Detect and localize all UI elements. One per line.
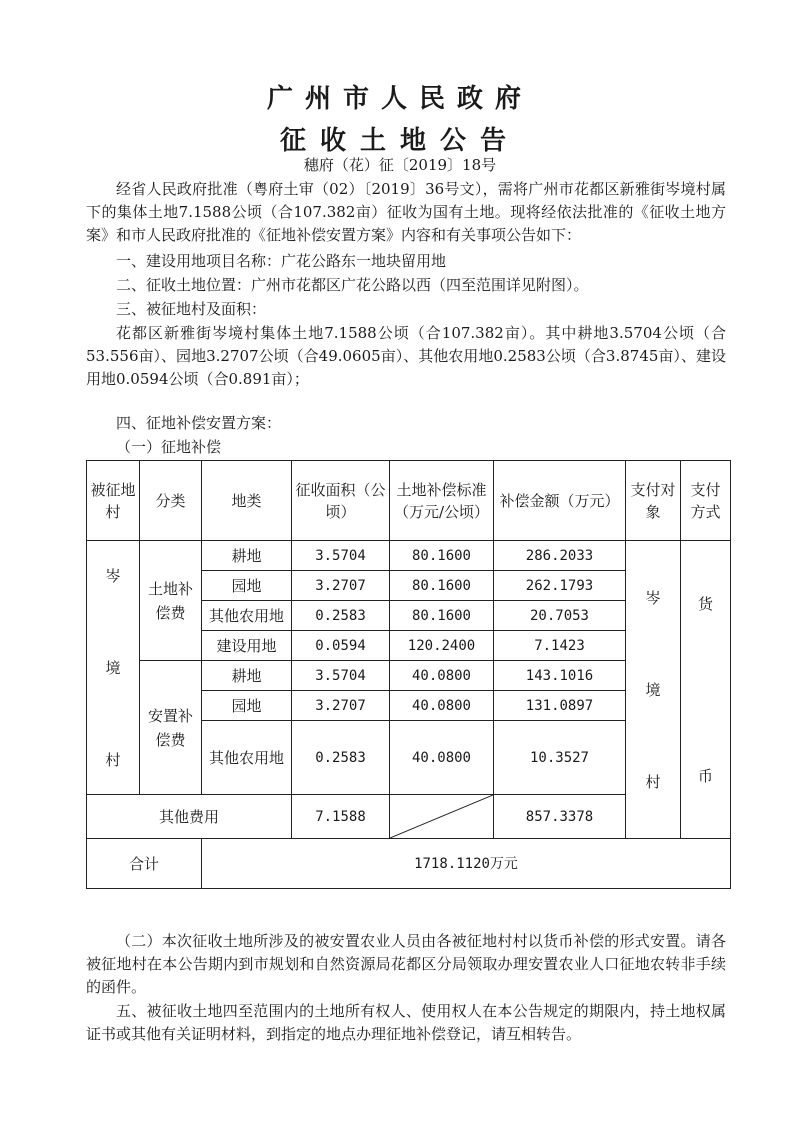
table-header-row — [87, 461, 731, 541]
standard-value: 40.0800 — [390, 691, 494, 721]
amount-value: 10.3527 — [494, 721, 626, 795]
header-area: 征收面积（公顷） — [292, 461, 390, 541]
header-target: 支付对象 — [626, 461, 681, 541]
amount-value: 131.0897 — [494, 691, 626, 721]
header-amount: 补偿金额（万元） — [494, 461, 626, 541]
standard-value: 80.1600 — [390, 601, 494, 631]
method-char: 币 — [697, 766, 713, 785]
area-value: 0.2583 — [292, 721, 390, 795]
land-type: 建设用地 — [202, 631, 292, 661]
header-standard: 土地补偿标准（万元/公顷） — [390, 461, 494, 541]
target-char: 村 — [645, 772, 661, 791]
header-village: 被征地村 — [87, 461, 140, 541]
other-fees-amount: 857.3378 — [494, 795, 626, 839]
area-value: 3.2707 — [292, 691, 390, 721]
diagonal-empty-cell — [390, 795, 494, 839]
amount-value: 7.1423 — [494, 631, 626, 661]
target-char: 岑 — [645, 588, 661, 607]
group-resettlement-compensation: 安置补偿费 — [140, 661, 202, 795]
land-type: 园地 — [202, 571, 292, 601]
land-type: 耕地 — [202, 541, 292, 571]
method-cell — [681, 541, 731, 839]
document-number: 穗府（花）征〔2019〕18号 — [303, 156, 497, 174]
header-method: 支付方式 — [681, 461, 731, 541]
area-value: 3.5704 — [292, 661, 390, 691]
issuer-title: 广州市人民政府 — [266, 84, 533, 114]
village-char: 境 — [105, 658, 121, 677]
area-value: 3.2707 — [292, 571, 390, 601]
group-land-compensation: 土地补偿费 — [140, 541, 202, 661]
target-char: 境 — [645, 680, 661, 699]
standard-value: 40.0800 — [390, 661, 494, 691]
area-value: 3.5704 — [292, 541, 390, 571]
amount-value: 262.1793 — [494, 571, 626, 601]
standard-value: 40.0800 — [390, 721, 494, 795]
item-village-area: 三、被征地村及面积： — [116, 300, 267, 318]
village-char: 岑 — [105, 566, 121, 585]
subsection-land-compensation: （一）征地补偿 — [116, 438, 222, 456]
table-row-total — [87, 839, 731, 889]
method-char: 货 — [697, 594, 713, 613]
area-value: 0.0594 — [292, 631, 390, 661]
header-land-type: 地类 — [202, 461, 292, 541]
table-row — [87, 541, 731, 571]
area-value: 0.2583 — [292, 601, 390, 631]
item-land-location: 二、征收土地位置：广州市花都区广花公路以西（四至范围详见附图）。 — [116, 276, 589, 294]
amount-value: 286.2033 — [494, 541, 626, 571]
land-type: 其他农用地 — [202, 721, 292, 795]
intro-paragraph: 经省人民政府批准（粤府土审（02）〔2019〕36号文），需将广州市花都区新雅街岑境村属下的集体土地7.1588公顷（合107.382亩）征收为国有土地。现将经依法批准的《征收土地方案》和市人民政府批准的《征地补偿安置方案》内容和有关事项公告如下： — [86, 180, 726, 244]
target-cell — [626, 541, 681, 839]
other-fees-label: 其他费用 — [87, 795, 292, 839]
diagonal-line — [390, 795, 493, 838]
village-area-detail: 花都区新雅街岑境村集体土地7.1588公顷（合107.382亩）。其中耕地3.5704公顷（合53.556亩）、园地3.2707公顷（合49.0605亩）、其他农用地0.2583公顷（合3.8745亩）、建设用地0.0594公顷（合0.891亩）； — [86, 324, 726, 388]
compensation-table — [86, 460, 731, 889]
item-project-name: 一、建设用地项目名称：广花公路东一地块留用地 — [116, 252, 447, 270]
village-char: 村 — [105, 750, 121, 769]
village-cell — [87, 541, 140, 795]
amount-value: 20.7053 — [494, 601, 626, 631]
item-compensation-plan: 四、征地补偿安置方案： — [116, 414, 282, 432]
standard-value: 80.1600 — [390, 541, 494, 571]
land-type: 园地 — [202, 691, 292, 721]
total-label: 合计 — [87, 839, 202, 889]
standard-value: 80.1600 — [390, 571, 494, 601]
amount-value: 143.1016 — [494, 661, 626, 691]
other-fees-area: 7.1588 — [292, 795, 390, 839]
standard-value: 120.2400 — [390, 631, 494, 661]
notice-title: 征收土地公告 — [279, 126, 520, 156]
land-type: 耕地 — [202, 661, 292, 691]
resettlement-paragraph: （二）本次征收土地所涉及的被安置农业人员由各被征地村村以货币补偿的形式安置。请各被征地村在本公告期内到市规划和自然资源局花都区分局领取办理安置农业人口征地农转非手续的函件。 — [86, 932, 726, 996]
registration-paragraph: 五、被征收土地四至范围内的土地所有权人、使用权人在本公告规定的期限内，持土地权属证书或其他有关证明材料，到指定的地点办理征地补偿登记，请互相转告。 — [86, 1002, 726, 1043]
land-type: 其他农用地 — [202, 601, 292, 631]
total-value: 1718.1120万元 — [202, 839, 731, 889]
header-category: 分类 — [140, 461, 202, 541]
